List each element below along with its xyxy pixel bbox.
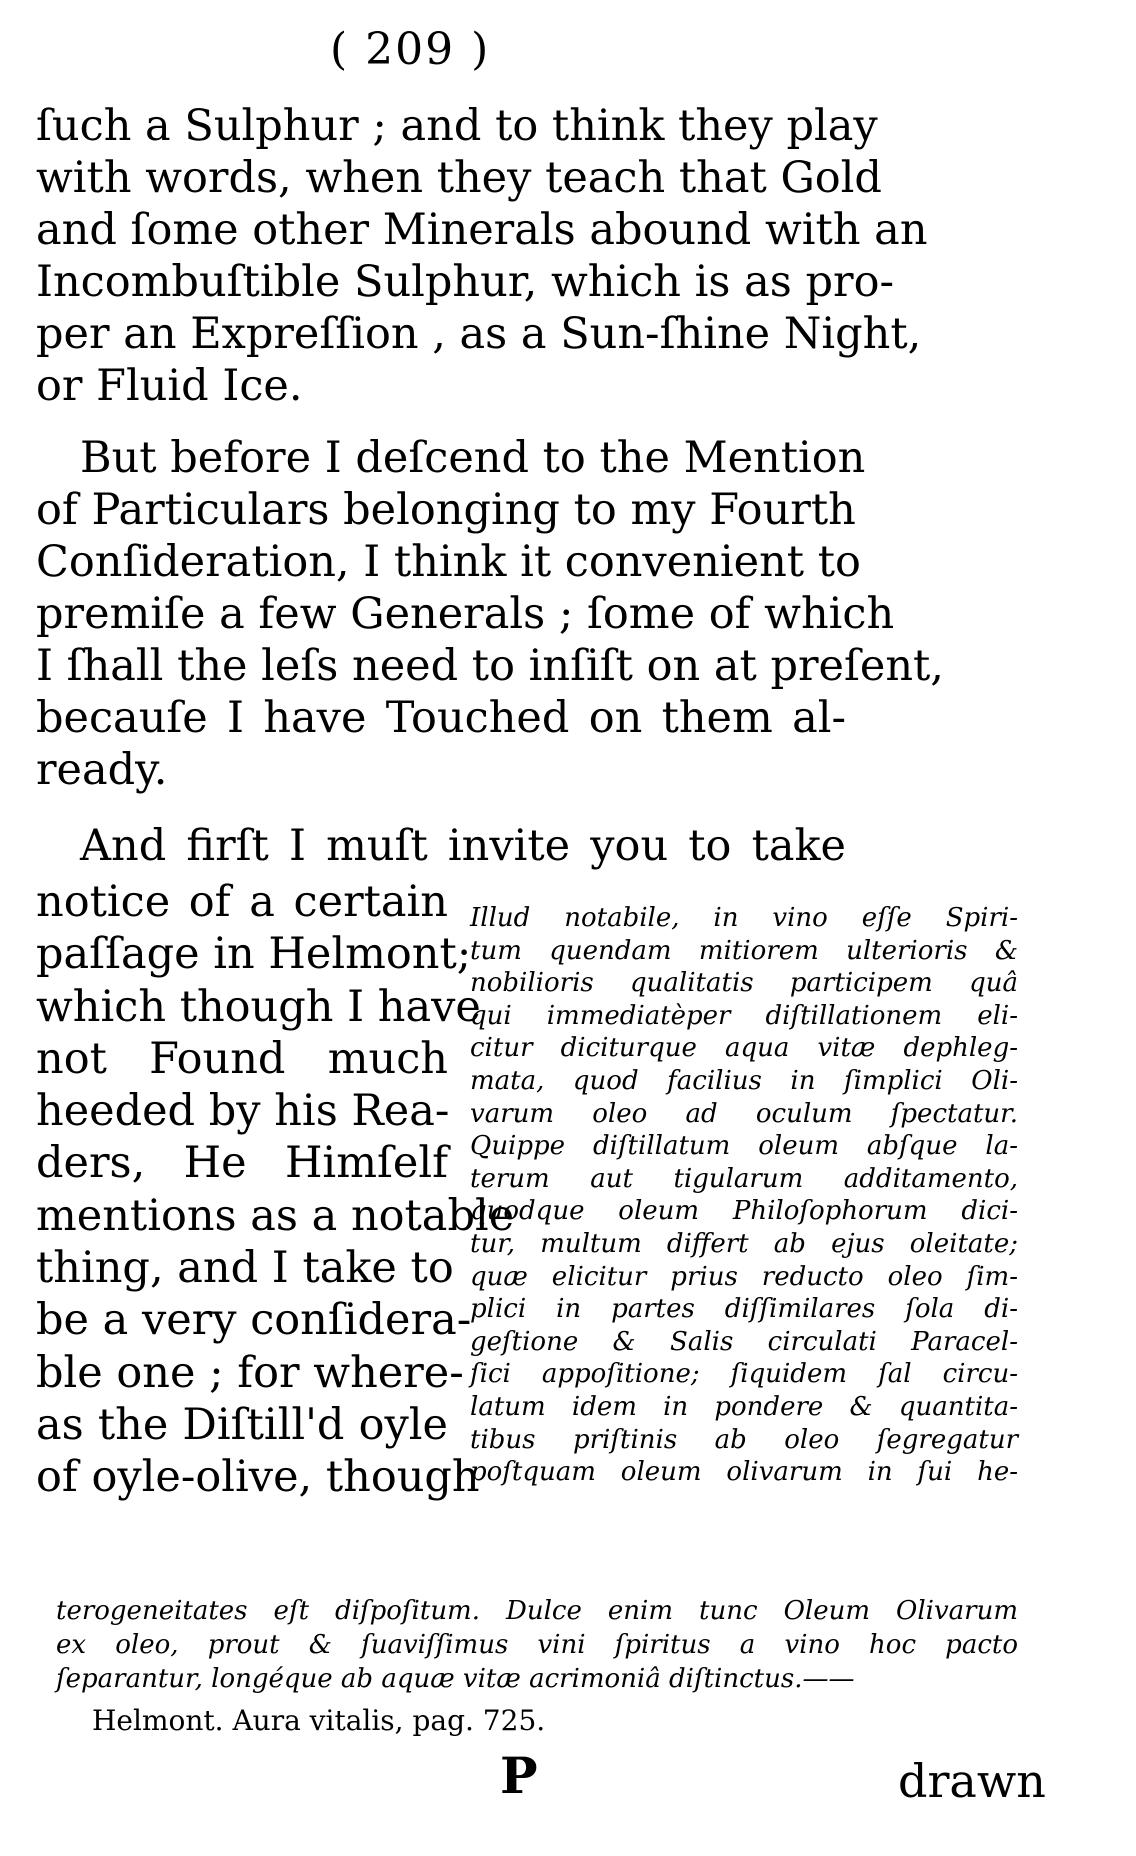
text-line: Incombuſtible Sulphur, which is as pro- [36, 257, 895, 307]
paragraph-2 [36, 432, 944, 796]
note-line: poſtquam oleum olivarum in ſui he- [470, 1457, 1018, 1488]
text-line: be a very conſidera- [36, 1295, 472, 1346]
note-line: tum quendam mitiorem ulterioris & [470, 935, 1018, 966]
note-line: mata, quod facilius in ſimplici Oli- [470, 1065, 1018, 1096]
paragraph-3-column [36, 876, 515, 1504]
note-line: terum aut tigularum additamento, [470, 1163, 1018, 1194]
signature-mark: P [500, 1746, 538, 1805]
text-line: and ſome other Minerals abound with an [36, 205, 928, 255]
catchword: drawn [898, 1754, 1046, 1808]
text-line: as the Diſtill'd oyle [36, 1399, 448, 1450]
note-line: terogeneitates eſt diſpoſitum. Dulce enim tunc Oleum Olivarum [56, 1596, 1018, 1626]
note-line: geſtione & Salis circulati Paracel- [470, 1326, 1018, 1357]
note-line: quæ elicitur prius reducto oleo ſim- [470, 1261, 1018, 1292]
text-line: thing, and I take to [36, 1243, 454, 1294]
text-line: of Particulars belonging to my Fourth [36, 485, 856, 535]
note-line: citur diciturque aqua vitæ dephleg- [470, 1033, 1018, 1064]
paragraph-1 [36, 100, 928, 412]
text-line: with words, when they teach that Gold [36, 153, 882, 203]
text-line: not Found much [36, 1033, 448, 1084]
text-line: I ſhall the leſs need to inſiſt on at preſent, [36, 641, 944, 691]
text-line: ſuch a Sulphur ; and to think they play [36, 101, 878, 151]
text-line: which though I have [36, 981, 481, 1032]
text-line: ble one ; for where- [36, 1347, 464, 1398]
note-line: latum idem in pondere & quantita- [470, 1391, 1018, 1422]
note-line: plici in partes diſſimilares ſola di- [470, 1294, 1018, 1325]
text-line: mentions as a notable [36, 1190, 515, 1241]
note-line: varum oleo ad oculum ſpectatur. [470, 1098, 1018, 1129]
note-line: ſeparantur, longéque ab aquæ vitæ acrimoniâ diſtinctus.—— [56, 1664, 855, 1694]
note-line: tur, multum differt ab ejus oleitate; [470, 1228, 1018, 1259]
citation: Helmont. Aura vitalis, pag. 725. [92, 1704, 546, 1737]
text-line: ready. [36, 745, 168, 795]
text-line: per an Expreſſion , as a Sun-ſhine Night, [36, 309, 922, 359]
paragraph-3-opening [36, 820, 846, 872]
text-line: But before I deſcend to the Mention [80, 433, 866, 483]
note-line: tibus priſtinis ab oleo ſegregatur [470, 1424, 1018, 1455]
page-number: ( 209 ) [330, 24, 491, 75]
text-line: Conſideration, I think it convenient to [36, 537, 861, 587]
note-line: Illud notabile, in vino eſſe Spiri- [470, 903, 1018, 933]
note-line: ex oleo, prout & ſuaviſſimus vini ſpiritus a vino hoc pacto [56, 1630, 1018, 1660]
note-line: quodque oleum Philoſophorum dici- [470, 1196, 1018, 1227]
text-line: And firſt I muſt invite you to take [80, 821, 846, 871]
note-line: ſici appoſitione; ſiquidem ſal circu- [470, 1359, 1018, 1390]
margin-note [470, 902, 1018, 1489]
text-line: becauſe I have Touched on them al- [36, 693, 846, 743]
note-line: Quippe diſtillatum oleum abſque la- [470, 1131, 1018, 1162]
text-line: notice of a certain [36, 877, 448, 927]
text-line: of oyle-olive, though [36, 1452, 480, 1503]
text-line: premiſe a few Generals ; ſome of which [36, 589, 895, 639]
text-line: paſſage in Helmont; [36, 929, 472, 980]
note-line: nobilioris qualitatis participem quâ [470, 968, 1018, 999]
text-line: or Fluid Ice. [36, 361, 303, 411]
text-line: ders, He Himſelf [36, 1138, 448, 1189]
text-line: heeded by his Rea- [36, 1086, 450, 1137]
margin-note-continuation [56, 1594, 1018, 1696]
note-line: qui immediatèper diſtillationem eli- [470, 1000, 1018, 1031]
